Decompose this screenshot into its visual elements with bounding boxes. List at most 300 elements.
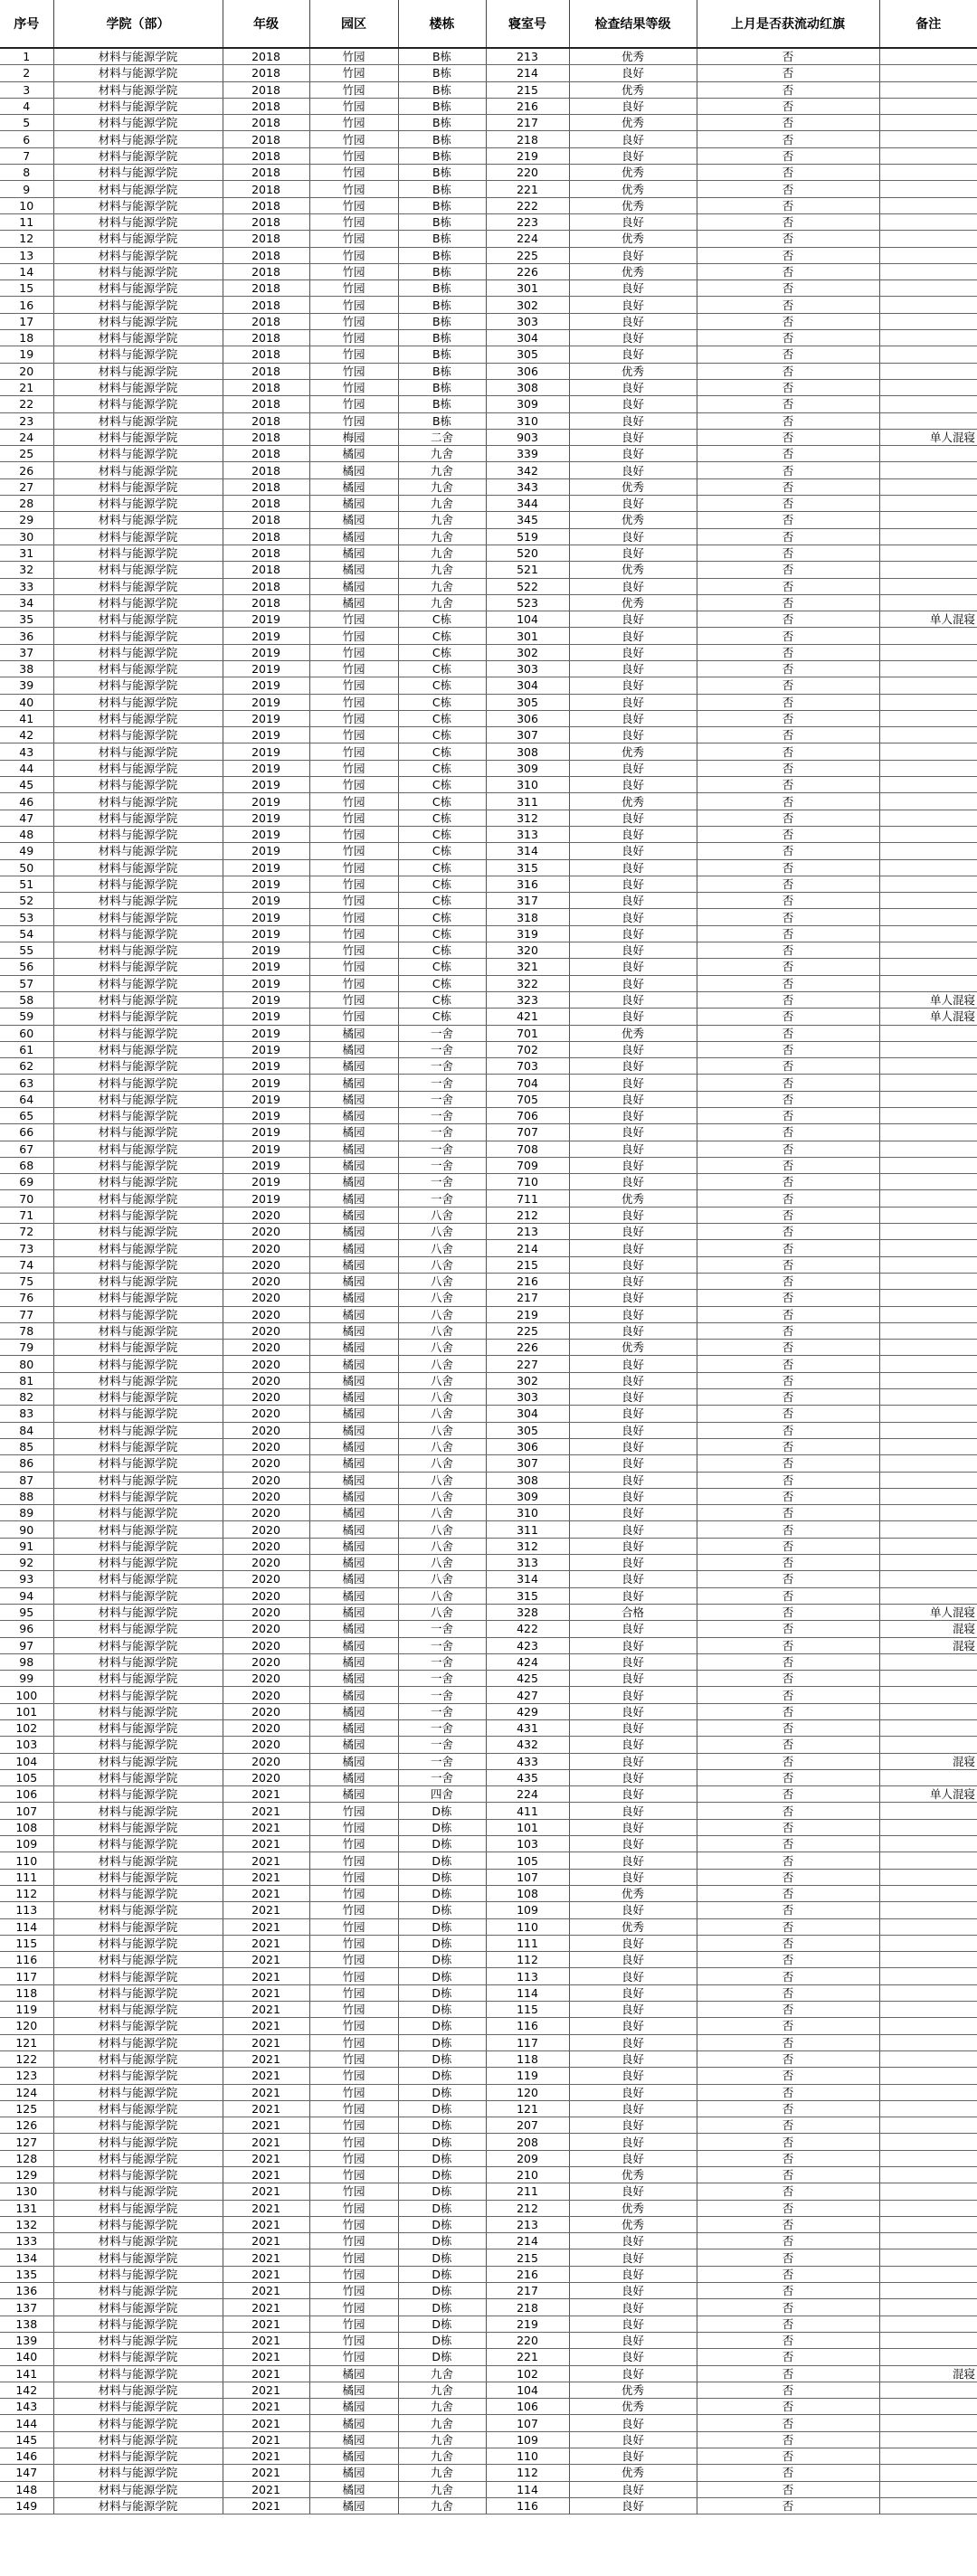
- cell-college: 材料与能源学院: [53, 1637, 223, 1653]
- table-row: [0, 1224, 977, 1240]
- cell-remark: [879, 826, 977, 842]
- cell-college: 材料与能源学院: [53, 1521, 223, 1538]
- cell-remark: [879, 462, 977, 478]
- cell-index: 42: [0, 727, 53, 743]
- table-row: [0, 1009, 977, 1025]
- cell-red-flag: 否: [697, 1306, 879, 1322]
- cell-grade: 2021: [223, 1836, 309, 1852]
- cell-index: 8: [0, 165, 53, 181]
- cell-campus: 橘园: [309, 1653, 398, 1670]
- table-row: [0, 2117, 977, 2134]
- cell-result-level: 优秀: [569, 743, 697, 760]
- cell-remark: [879, 363, 977, 379]
- cell-red-flag: 否: [697, 2084, 879, 2100]
- cell-grade: 2020: [223, 1753, 309, 1769]
- cell-remark: [879, 925, 977, 942]
- cell-index: 129: [0, 2167, 53, 2183]
- cell-remark: [879, 859, 977, 876]
- cell-room: 212: [486, 2200, 569, 2216]
- cell-college: 材料与能源学院: [53, 98, 223, 114]
- cell-index: 114: [0, 1918, 53, 1935]
- cell-campus: 竹园: [309, 2117, 398, 2134]
- cell-red-flag: 否: [697, 1984, 879, 2001]
- cell-grade: 2019: [223, 1190, 309, 1207]
- cell-red-flag: 否: [697, 1719, 879, 1736]
- cell-room: 344: [486, 496, 569, 512]
- cell-remark: [879, 2448, 977, 2465]
- cell-result-level: 良好: [569, 429, 697, 445]
- cell-remark: [879, 1555, 977, 1571]
- cell-index: 24: [0, 429, 53, 445]
- cell-college: 材料与能源学院: [53, 2200, 223, 2216]
- cell-index: 126: [0, 2117, 53, 2134]
- table-row: [0, 2150, 977, 2166]
- cell-remark: [879, 760, 977, 776]
- cell-grade: 2018: [223, 213, 309, 230]
- cell-campus: 橘园: [309, 1141, 398, 1157]
- cell-remark: 单人混寝: [879, 429, 977, 445]
- cell-red-flag: 否: [697, 2399, 879, 2415]
- cell-building: 一舍: [398, 1190, 486, 1207]
- table-row: [0, 1340, 977, 1356]
- cell-result-level: 良好: [569, 2134, 697, 2150]
- cell-grade: 2020: [223, 1571, 309, 1587]
- cell-remark: 单人混寝: [879, 611, 977, 628]
- cell-grade: 2019: [223, 1009, 309, 1025]
- cell-result-level: 良好: [569, 710, 697, 726]
- cell-grade: 2021: [223, 1902, 309, 1918]
- cell-college: 材料与能源学院: [53, 2465, 223, 2481]
- cell-campus: 橘园: [309, 1488, 398, 1504]
- cell-grade: 2018: [223, 231, 309, 247]
- cell-remark: [879, 2134, 977, 2150]
- cell-campus: 橘园: [309, 1306, 398, 1322]
- cell-result-level: 良好: [569, 2084, 697, 2100]
- cell-building: 八舍: [398, 1422, 486, 1438]
- cell-grade: 2018: [223, 512, 309, 528]
- cell-red-flag: 否: [697, 1372, 879, 1388]
- cell-grade: 2020: [223, 1224, 309, 1240]
- cell-grade: 2019: [223, 777, 309, 793]
- cell-building: D栋: [398, 2233, 486, 2249]
- cell-index: 110: [0, 1852, 53, 1869]
- cell-college: 材料与能源学院: [53, 1472, 223, 1488]
- cell-college: 材料与能源学院: [53, 1322, 223, 1339]
- table-row: [0, 1984, 977, 2001]
- cell-campus: 橘园: [309, 2399, 398, 2415]
- cell-campus: 橘园: [309, 1340, 398, 1356]
- cell-red-flag: 否: [697, 710, 879, 726]
- cell-result-level: 良好: [569, 2117, 697, 2134]
- cell-room: 709: [486, 1157, 569, 1173]
- table-row: [0, 1571, 977, 1587]
- cell-room: 222: [486, 197, 569, 213]
- cell-index: 28: [0, 496, 53, 512]
- cell-grade: 2020: [223, 1406, 309, 1422]
- cell-building: D栋: [398, 2002, 486, 2018]
- cell-building: 八舍: [398, 1587, 486, 1604]
- table-row: [0, 313, 977, 329]
- cell-college: 材料与能源学院: [53, 1041, 223, 1057]
- cell-campus: 竹园: [309, 2332, 398, 2348]
- cell-building: 一舍: [398, 1687, 486, 1703]
- header-room: 寝室号: [486, 0, 569, 48]
- cell-red-flag: 否: [697, 826, 879, 842]
- table-row: [0, 263, 977, 279]
- cell-red-flag: 否: [697, 1819, 879, 1835]
- cell-building: 九舍: [398, 528, 486, 545]
- cell-index: 147: [0, 2465, 53, 2481]
- cell-campus: 竹园: [309, 793, 398, 810]
- cell-grade: 2021: [223, 1952, 309, 1968]
- cell-remark: [879, 1521, 977, 1538]
- cell-result-level: 优秀: [569, 2216, 697, 2232]
- cell-grade: 2021: [223, 2415, 309, 2431]
- cell-college: 材料与能源学院: [53, 2382, 223, 2398]
- cell-index: 141: [0, 2365, 53, 2382]
- cell-building: 一舍: [398, 1058, 486, 1075]
- cell-college: 材料与能源学院: [53, 379, 223, 395]
- cell-college: 材料与能源学院: [53, 876, 223, 892]
- cell-red-flag: 否: [697, 1604, 879, 1620]
- cell-grade: 2020: [223, 1653, 309, 1670]
- cell-remark: [879, 446, 977, 462]
- cell-index: 94: [0, 1587, 53, 1604]
- cell-result-level: 良好: [569, 1984, 697, 2001]
- cell-result-level: 良好: [569, 2431, 697, 2448]
- cell-campus: 竹园: [309, 2050, 398, 2067]
- cell-college: 材料与能源学院: [53, 346, 223, 363]
- cell-campus: 橘园: [309, 1438, 398, 1454]
- cell-result-level: 良好: [569, 1157, 697, 1173]
- cell-room: 219: [486, 1306, 569, 1322]
- cell-building: B栋: [398, 147, 486, 164]
- cell-campus: 梅园: [309, 429, 398, 445]
- cell-red-flag: 否: [697, 1322, 879, 1339]
- cell-building: 八舍: [398, 1240, 486, 1256]
- cell-remark: [879, 1653, 977, 1670]
- cell-red-flag: 否: [697, 165, 879, 181]
- table-row: [0, 297, 977, 313]
- cell-red-flag: 否: [697, 65, 879, 81]
- cell-remark: [879, 1538, 977, 1554]
- cell-result-level: 良好: [569, 2365, 697, 2382]
- cell-grade: 2021: [223, 2332, 309, 2348]
- cell-grade: 2018: [223, 396, 309, 412]
- cell-college: 材料与能源学院: [53, 165, 223, 181]
- cell-college: 材料与能源学院: [53, 1737, 223, 1753]
- cell-red-flag: 否: [697, 1621, 879, 1637]
- cell-college: 材料与能源学院: [53, 231, 223, 247]
- cell-remark: [879, 727, 977, 743]
- cell-room: 305: [486, 694, 569, 710]
- cell-red-flag: 否: [697, 2415, 879, 2431]
- table-row: [0, 2050, 977, 2067]
- cell-red-flag: 否: [697, 2481, 879, 2497]
- cell-index: 104: [0, 1753, 53, 1769]
- cell-campus: 竹园: [309, 1952, 398, 1968]
- cell-grade: 2018: [223, 81, 309, 98]
- cell-building: C栋: [398, 760, 486, 776]
- cell-grade: 2018: [223, 545, 309, 561]
- cell-red-flag: 否: [697, 1753, 879, 1769]
- table-row: [0, 578, 977, 594]
- cell-index: 123: [0, 2068, 53, 2084]
- cell-college: 材料与能源学院: [53, 1852, 223, 1869]
- cell-index: 58: [0, 991, 53, 1008]
- cell-campus: 竹园: [309, 313, 398, 329]
- cell-campus: 竹园: [309, 1819, 398, 1835]
- header-building: 楼栋: [398, 0, 486, 48]
- cell-result-level: 良好: [569, 2183, 697, 2200]
- cell-remark: [879, 1340, 977, 1356]
- cell-index: 82: [0, 1389, 53, 1406]
- cell-remark: [879, 2266, 977, 2282]
- cell-campus: 竹园: [309, 98, 398, 114]
- cell-room: 215: [486, 1256, 569, 1273]
- cell-college: 材料与能源学院: [53, 893, 223, 909]
- cell-campus: 橘园: [309, 1753, 398, 1769]
- cell-campus: 竹园: [309, 2183, 398, 2200]
- cell-college: 材料与能源学院: [53, 1256, 223, 1273]
- cell-building: D栋: [398, 2216, 486, 2232]
- cell-remark: [879, 660, 977, 677]
- cell-remark: [879, 644, 977, 660]
- cell-building: 九舍: [398, 2382, 486, 2398]
- cell-room: 315: [486, 859, 569, 876]
- cell-room: 301: [486, 628, 569, 644]
- cell-campus: 橘园: [309, 545, 398, 561]
- cell-room: 304: [486, 1406, 569, 1422]
- cell-campus: 橘园: [309, 446, 398, 462]
- cell-building: 九舍: [398, 2448, 486, 2465]
- cell-room: 221: [486, 181, 569, 197]
- cell-college: 材料与能源学院: [53, 1108, 223, 1124]
- cell-grade: 2019: [223, 909, 309, 925]
- cell-red-flag: 否: [697, 363, 879, 379]
- table-row: [0, 760, 977, 776]
- cell-room: 112: [486, 1952, 569, 1968]
- cell-campus: 竹园: [309, 2233, 398, 2249]
- cell-college: 材料与能源学院: [53, 1538, 223, 1554]
- cell-grade: 2020: [223, 1472, 309, 1488]
- cell-campus: 橘园: [309, 1290, 398, 1306]
- cell-index: 85: [0, 1438, 53, 1454]
- table-row: [0, 2200, 977, 2216]
- cell-remark: [879, 1918, 977, 1935]
- cell-result-level: 良好: [569, 826, 697, 842]
- cell-result-level: 良好: [569, 1389, 697, 1406]
- cell-campus: 竹园: [309, 975, 398, 991]
- cell-building: C栋: [398, 777, 486, 793]
- cell-red-flag: 否: [697, 2150, 879, 2166]
- cell-building: 一舍: [398, 1671, 486, 1687]
- cell-room: 701: [486, 1025, 569, 1041]
- cell-room: 120: [486, 2084, 569, 2100]
- cell-campus: 橘园: [309, 496, 398, 512]
- cell-college: 材料与能源学院: [53, 181, 223, 197]
- cell-index: 117: [0, 1968, 53, 1984]
- cell-index: 37: [0, 644, 53, 660]
- cell-result-level: 良好: [569, 2068, 697, 2084]
- cell-room: 313: [486, 826, 569, 842]
- cell-result-level: 良好: [569, 1273, 697, 1289]
- cell-red-flag: 否: [697, 2316, 879, 2332]
- cell-red-flag: 否: [697, 545, 879, 561]
- cell-grade: 2019: [223, 1157, 309, 1173]
- cell-building: 八舍: [398, 1472, 486, 1488]
- table-row: [0, 1653, 977, 1670]
- table-row: [0, 1372, 977, 1388]
- cell-result-level: 良好: [569, 628, 697, 644]
- cell-building: 一舍: [398, 1174, 486, 1190]
- cell-room: 226: [486, 1340, 569, 1356]
- cell-building: D栋: [398, 2084, 486, 2100]
- cell-room: 223: [486, 213, 569, 230]
- cell-building: B栋: [398, 346, 486, 363]
- cell-index: 54: [0, 925, 53, 942]
- cell-red-flag: 否: [697, 528, 879, 545]
- cell-campus: 橘园: [309, 478, 398, 495]
- cell-campus: 竹园: [309, 65, 398, 81]
- cell-index: 78: [0, 1322, 53, 1339]
- cell-index: 13: [0, 247, 53, 263]
- cell-room: 213: [486, 1224, 569, 1240]
- cell-result-level: 良好: [569, 1869, 697, 1885]
- cell-room: 207: [486, 2117, 569, 2134]
- cell-room: 708: [486, 1141, 569, 1157]
- cell-building: 八舍: [398, 1356, 486, 1372]
- cell-grade: 2018: [223, 297, 309, 313]
- cell-index: 119: [0, 2002, 53, 2018]
- cell-room: 216: [486, 2266, 569, 2282]
- cell-index: 92: [0, 1555, 53, 1571]
- cell-index: 113: [0, 1902, 53, 1918]
- cell-building: 八舍: [398, 1256, 486, 1273]
- cell-result-level: 良好: [569, 1819, 697, 1835]
- cell-college: 材料与能源学院: [53, 2117, 223, 2134]
- cell-result-level: 优秀: [569, 2382, 697, 2398]
- cell-room: 435: [486, 1769, 569, 1785]
- cell-index: 48: [0, 826, 53, 842]
- cell-room: 113: [486, 1968, 569, 1984]
- cell-remark: [879, 131, 977, 147]
- table-row: [0, 1918, 977, 1935]
- cell-remark: [879, 2249, 977, 2266]
- cell-index: 131: [0, 2200, 53, 2216]
- cell-index: 95: [0, 1604, 53, 1620]
- cell-red-flag: 否: [697, 462, 879, 478]
- cell-college: 材料与能源学院: [53, 991, 223, 1008]
- cell-red-flag: 否: [697, 1571, 879, 1587]
- cell-result-level: 良好: [569, 98, 697, 114]
- cell-campus: 竹园: [309, 1009, 398, 1025]
- table-row: [0, 1852, 977, 1869]
- cell-grade: 2018: [223, 131, 309, 147]
- cell-grade: 2021: [223, 2068, 309, 2084]
- cell-remark: [879, 2465, 977, 2481]
- cell-remark: [879, 2382, 977, 2398]
- cell-room: 104: [486, 2382, 569, 2398]
- table-row: [0, 1703, 977, 1719]
- cell-remark: [879, 1836, 977, 1852]
- cell-college: 材料与能源学院: [53, 1438, 223, 1454]
- cell-index: 133: [0, 2233, 53, 2249]
- cell-remark: [879, 2497, 977, 2514]
- cell-index: 10: [0, 197, 53, 213]
- cell-red-flag: 否: [697, 1538, 879, 1554]
- cell-red-flag: 否: [697, 1637, 879, 1653]
- cell-building: B栋: [398, 396, 486, 412]
- cell-grade: 2019: [223, 611, 309, 628]
- cell-college: 材料与能源学院: [53, 1207, 223, 1223]
- cell-building: 一舍: [398, 1719, 486, 1736]
- cell-grade: 2019: [223, 727, 309, 743]
- table-row: [0, 446, 977, 462]
- cell-result-level: 良好: [569, 545, 697, 561]
- cell-result-level: 良好: [569, 396, 697, 412]
- cell-result-level: 良好: [569, 1207, 697, 1223]
- cell-building: B栋: [398, 181, 486, 197]
- cell-college: 材料与能源学院: [53, 1587, 223, 1604]
- cell-index: 64: [0, 1091, 53, 1107]
- cell-index: 46: [0, 793, 53, 810]
- cell-result-level: 良好: [569, 925, 697, 942]
- cell-room: 308: [486, 379, 569, 395]
- cell-index: 93: [0, 1571, 53, 1587]
- cell-result-level: 优秀: [569, 197, 697, 213]
- cell-result-level: 良好: [569, 2349, 697, 2365]
- cell-remark: [879, 1290, 977, 1306]
- cell-room: 306: [486, 1438, 569, 1454]
- cell-remark: [879, 594, 977, 611]
- cell-red-flag: 否: [697, 1703, 879, 1719]
- cell-building: 九舍: [398, 462, 486, 478]
- cell-result-level: 良好: [569, 131, 697, 147]
- cell-college: 材料与能源学院: [53, 2299, 223, 2316]
- cell-result-level: 良好: [569, 942, 697, 959]
- cell-college: 材料与能源学院: [53, 1058, 223, 1075]
- cell-college: 材料与能源学院: [53, 2018, 223, 2034]
- cell-grade: 2020: [223, 1719, 309, 1736]
- cell-result-level: 良好: [569, 893, 697, 909]
- cell-red-flag: 否: [697, 1786, 879, 1803]
- cell-campus: 橘园: [309, 1207, 398, 1223]
- cell-college: 材料与能源学院: [53, 2415, 223, 2431]
- cell-building: 九舍: [398, 2399, 486, 2415]
- table-row: [0, 793, 977, 810]
- cell-index: 149: [0, 2497, 53, 2514]
- cell-grade: 2021: [223, 2249, 309, 2266]
- table-row: [0, 826, 977, 842]
- cell-college: 材料与能源学院: [53, 1935, 223, 1951]
- cell-campus: 竹园: [309, 2200, 398, 2216]
- cell-index: 12: [0, 231, 53, 247]
- cell-red-flag: 否: [697, 1587, 879, 1604]
- cell-building: C栋: [398, 909, 486, 925]
- cell-building: B栋: [398, 48, 486, 65]
- cell-remark: [879, 231, 977, 247]
- cell-room: 322: [486, 975, 569, 991]
- cell-college: 材料与能源学院: [53, 594, 223, 611]
- cell-grade: 2018: [223, 478, 309, 495]
- cell-result-level: 良好: [569, 1952, 697, 1968]
- cell-college: 材料与能源学院: [53, 1157, 223, 1173]
- cell-index: 9: [0, 181, 53, 197]
- cell-result-level: 优秀: [569, 48, 697, 65]
- cell-result-level: 良好: [569, 1174, 697, 1190]
- cell-result-level: 良好: [569, 1769, 697, 1785]
